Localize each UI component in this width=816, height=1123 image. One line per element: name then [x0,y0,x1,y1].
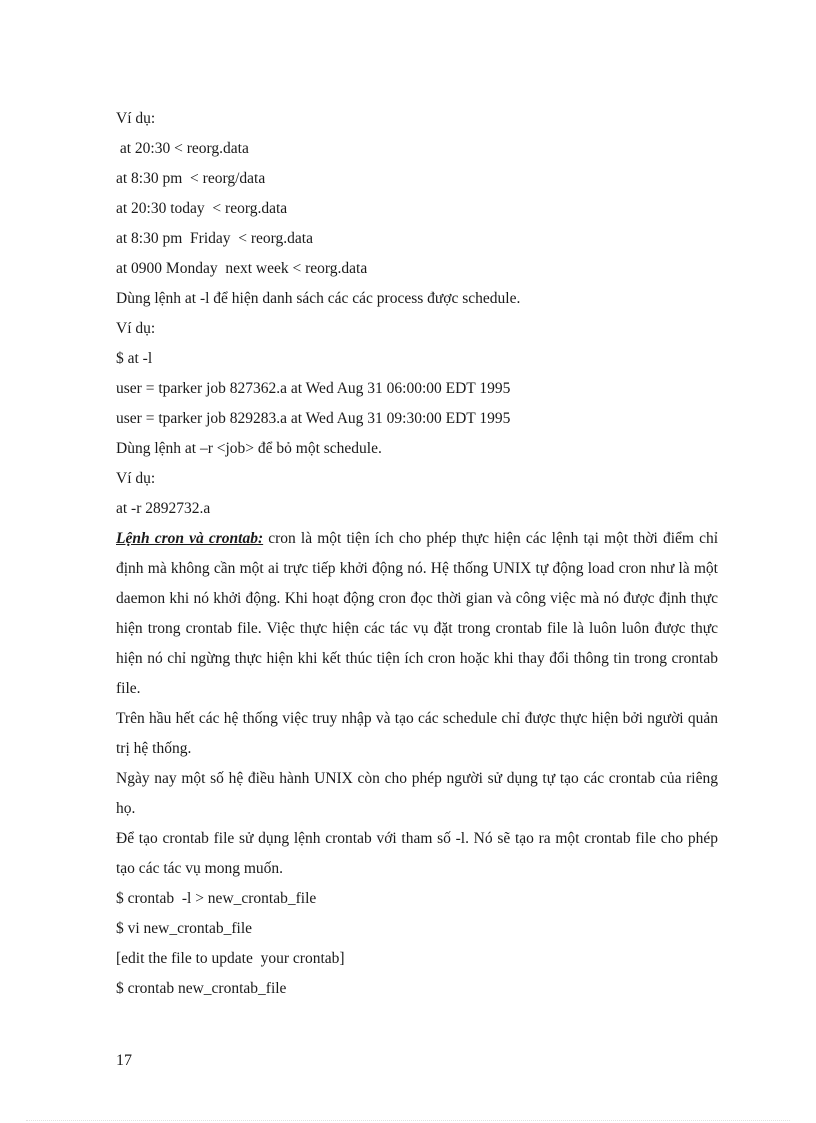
code-line: $ crontab -l > new_crontab_file [116,890,317,907]
code-line: $ vi new_crontab_file [116,920,253,937]
example-label: Ví dụ: [116,320,156,337]
cron-heading: Lệnh cron và crontab: [116,530,264,547]
code-line: [edit the file to update your crontab] [116,950,345,967]
page-body [116,104,718,1004]
code-line: at -r 2892732.a [116,500,211,517]
cron-paragraph [116,524,718,704]
cron-text: cron là một tiện ích cho phép thực hiện các lệnh tại một thời điểm chỉ định mà không cần một ai trực tiếp khởi động nó. Hệ thống UNIX tự động load cron như là một daemon khi nó khởi động. Khi hoạt động cron đọc thời gian và công việc mà nó được định thực hiện trong crontab file. Việc thực hiện các tác vụ đặt trong crontab file là luôn luôn được thực hiện nó chỉ ngừng thực hiện khi kết thúc tiện ích cron hoặc khi thay đổi thông tin trong crontab file. [116,530,719,697]
code-line: at 8:30 pm < reorg/data [116,170,266,187]
create-paragraph: Để tạo crontab file sử dụng lệnh crontab với tham số -l. Nó sẽ tạo ra một crontab file cho phép tạo các tác vụ mong muốn. [116,830,718,877]
users-paragraph: Ngày nay một số hệ điều hành UNIX còn cho phép người sử dụng tự tạo các crontab của riêng họ. [116,770,718,817]
code-line: user = tparker job 829283.a at Wed Aug 31 09:30:00 EDT 1995 [116,410,511,427]
code-line: at 20:30 < reorg.data [116,140,249,157]
code-line: $ at -l [116,350,153,367]
code-line: user = tparker job 827362.a at Wed Aug 31 06:00:00 EDT 1995 [116,380,511,397]
text-line: Dùng lệnh at –r <job> để bỏ một schedule. [116,440,382,457]
admin-paragraph: Trên hầu hết các hệ thống việc truy nhập và tạo các schedule chỉ được thực hiện bởi người quản trị hệ thống. [116,710,718,757]
code-line: at 20:30 today < reorg.data [116,200,288,217]
example-label: Ví dụ: [116,110,156,127]
example-label: Ví dụ: [116,470,156,487]
code-line: at 8:30 pm Friday < reorg.data [116,230,313,247]
code-line: $ crontab new_crontab_file [116,980,287,997]
text-line: Dùng lệnh at -l để hiện danh sách các các process được schedule. [116,290,521,307]
page-number: 17 [116,1052,132,1069]
footer-divider [26,1120,790,1121]
code-line: at 0900 Monday next week < reorg.data [116,260,368,277]
